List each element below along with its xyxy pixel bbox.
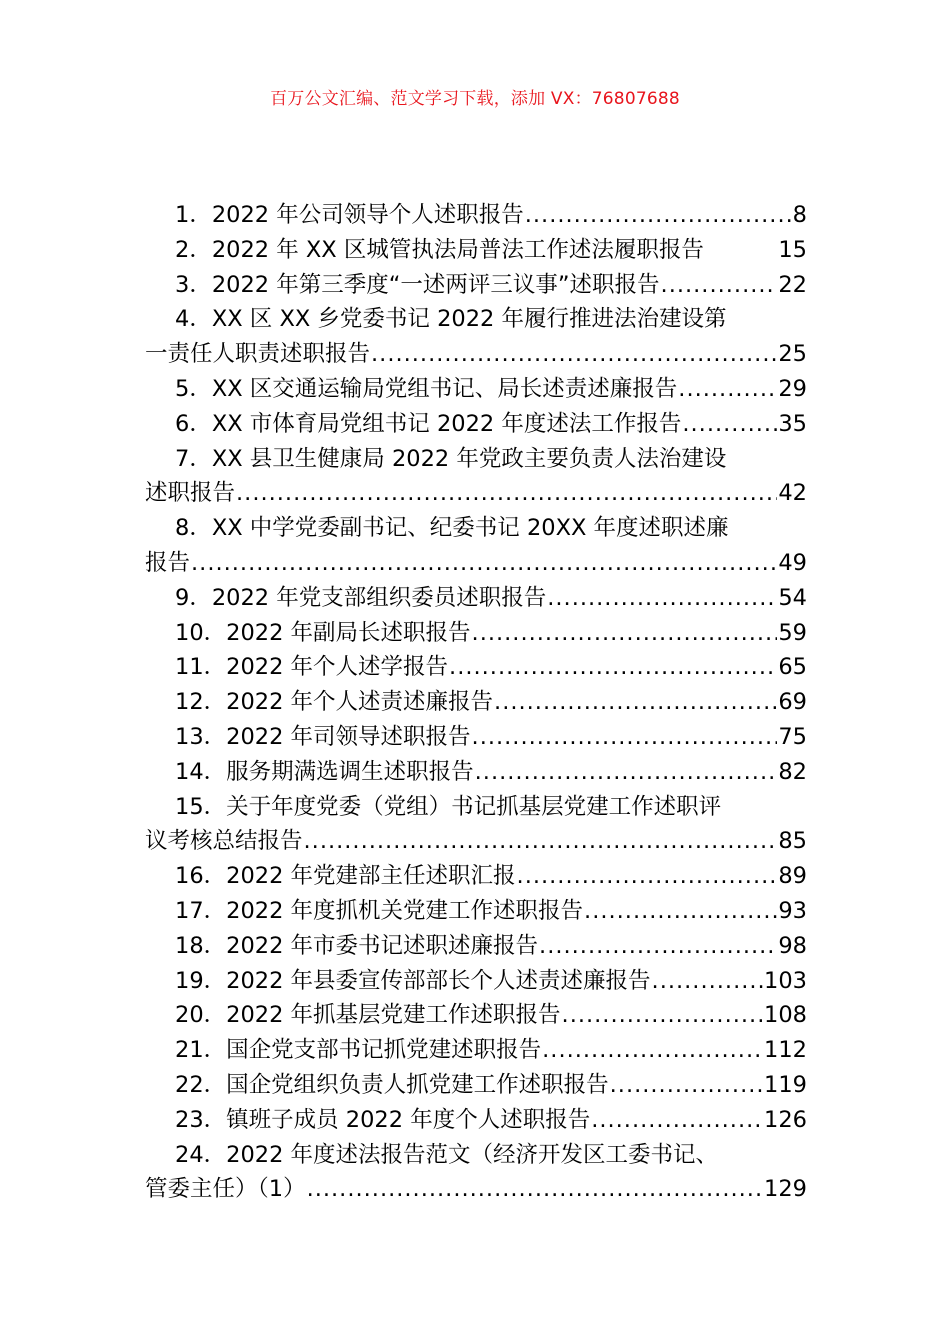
toc-entry-line bbox=[145, 720, 807, 755]
toc-entry-title: 8．XX 中学党委副书记、纪委书记 20XX 年度述职述廉 bbox=[175, 515, 729, 542]
toc-page-number: 82 bbox=[778, 758, 807, 785]
toc-page-number: 29 bbox=[778, 375, 807, 402]
toc-entry-line bbox=[145, 1138, 807, 1173]
toc-leader-dots bbox=[370, 337, 777, 372]
toc-page-number: 22 bbox=[778, 271, 807, 298]
toc-entry-title: 1．2022 年公司领导个人述职报告 bbox=[175, 202, 524, 228]
toc-leader-dots bbox=[546, 581, 777, 616]
toc-entry-title: 21．国企党支部书记抓党建述职报告 bbox=[175, 1037, 542, 1064]
toc-entry-title: 15．关于年度党委（党组）书记抓基层党建工作述职评 bbox=[175, 793, 722, 820]
toc-entry-line bbox=[145, 511, 807, 546]
toc-entry-title: 一责任人职责述职报告 bbox=[145, 341, 371, 368]
toc-entry-line bbox=[145, 824, 807, 859]
toc-entry-title: 12．2022 年个人述责述廉报告 bbox=[175, 689, 494, 716]
toc-page-number: 49 bbox=[778, 549, 807, 576]
toc-leader-dots bbox=[471, 616, 778, 651]
toc-page-number: 35 bbox=[778, 410, 807, 437]
toc-entry-line bbox=[145, 268, 807, 303]
toc-entry-line bbox=[145, 929, 807, 964]
toc-entry-line bbox=[145, 1103, 807, 1138]
toc-entry-line bbox=[145, 755, 807, 790]
toc-entry-title: 报告 bbox=[145, 549, 191, 576]
toc-leader-dots bbox=[235, 476, 777, 511]
toc-entry-title: 18．2022 年市委书记述职述廉报告 bbox=[175, 932, 539, 959]
toc-page-number: 126 bbox=[764, 1106, 807, 1133]
toc-entry-title: 11．2022 年个人述学报告 bbox=[175, 654, 449, 681]
toc-entry-line bbox=[145, 685, 807, 720]
toc-leader-dots bbox=[590, 1103, 763, 1138]
toc-entry-title: 20．2022 年抓基层党建工作述职报告 bbox=[175, 1002, 561, 1029]
toc-entry-line bbox=[145, 616, 807, 651]
toc-entry-title: 4．XX 区 XX 乡党委书记 2022 年履行推进法治建设第 bbox=[175, 306, 727, 333]
toc-entry-title: 10．2022 年副局长述职报告 bbox=[175, 619, 471, 646]
toc-entry-line bbox=[145, 407, 807, 442]
table-of-contents bbox=[145, 198, 807, 1207]
toc-entry-title: 24．2022 年度述法报告范文（经济开发区工委书记、 bbox=[175, 1141, 719, 1168]
toc-page-number: 59 bbox=[778, 619, 807, 646]
toc-entry-line bbox=[145, 546, 807, 581]
toc-entry-line bbox=[145, 650, 807, 685]
toc-page-number: 112 bbox=[764, 1037, 807, 1064]
toc-page-number: 15 bbox=[778, 236, 807, 263]
toc-page-number: 69 bbox=[778, 689, 807, 716]
toc-leader-dots bbox=[583, 894, 777, 929]
toc-entry-title: 9．2022 年党支部组织委员述职报告 bbox=[175, 584, 547, 611]
toc-entry-title: 17．2022 年度抓机关党建工作述职报告 bbox=[175, 897, 584, 924]
toc-entry-title: 14．服务期满选调生述职报告 bbox=[175, 758, 474, 785]
toc-leader-dots bbox=[516, 859, 778, 894]
toc-entry-line bbox=[145, 372, 807, 407]
toc-entry-title: 23．镇班子成员 2022 年度个人述职报告 bbox=[175, 1106, 591, 1133]
toc-leader-dots bbox=[677, 372, 777, 407]
toc-page-number: 93 bbox=[778, 897, 807, 924]
toc-entry-line bbox=[145, 302, 807, 337]
toc-entry-line bbox=[145, 1033, 807, 1068]
toc-entry-line bbox=[145, 233, 807, 268]
toc-leader-dots bbox=[474, 755, 778, 790]
toc-entry-title: 2．2022 年 XX 区城管执法局普法工作述法履职报告 bbox=[175, 236, 704, 263]
toc-leader-dots bbox=[651, 964, 764, 999]
download-banner: 百万公文汇编、范文学习下载，添加 VX：76807688 bbox=[270, 89, 680, 109]
toc-page-number: 25 bbox=[778, 341, 807, 368]
toc-leader-dots bbox=[609, 1068, 763, 1103]
toc-page-number: 129 bbox=[764, 1176, 807, 1203]
toc-leader-dots bbox=[303, 824, 778, 859]
toc-entry-line bbox=[145, 998, 807, 1033]
toc-entry-line bbox=[145, 859, 807, 894]
toc-page-number: 54 bbox=[778, 584, 807, 611]
toc-entry-line bbox=[145, 1172, 807, 1207]
toc-page-number: 89 bbox=[778, 863, 807, 890]
toc-entry-line bbox=[145, 894, 807, 929]
toc-page-number: 119 bbox=[764, 1071, 807, 1098]
toc-entry-line bbox=[145, 198, 807, 233]
toc-entry-line bbox=[145, 790, 807, 825]
toc-leader-dots bbox=[190, 546, 777, 581]
toc-leader-dots bbox=[660, 268, 778, 303]
toc-page-number: 108 bbox=[764, 1002, 807, 1029]
toc-entry-title: 6．XX 市体育局党组书记 2022 年度述法工作报告 bbox=[175, 410, 682, 437]
toc-entry-line bbox=[145, 476, 807, 511]
toc-entry-title: 7．XX 县卫生健康局 2022 年党政主要负责人法治建设 bbox=[175, 445, 727, 472]
toc-entry-title: 13．2022 年司领导述职报告 bbox=[175, 723, 471, 750]
toc-entry-line bbox=[145, 964, 807, 999]
toc-leader-dots bbox=[448, 650, 777, 685]
toc-entry-line bbox=[145, 581, 807, 616]
toc-entry-title: 16．2022 年党建部主任述职汇报 bbox=[175, 863, 516, 890]
toc-entry-title: 22．国企党组织负责人抓党建工作述职报告 bbox=[175, 1071, 609, 1098]
toc-entry-title: 管委主任）（1） bbox=[145, 1176, 306, 1203]
toc-entry-line bbox=[145, 337, 807, 372]
toc-leader-dots bbox=[681, 407, 777, 442]
toc-entry-line bbox=[145, 442, 807, 477]
toc-entry-title: 议考核总结报告 bbox=[145, 828, 303, 855]
toc-leader-dots bbox=[471, 720, 778, 755]
toc-leader-dots bbox=[493, 685, 777, 720]
toc-entry-line bbox=[145, 1068, 807, 1103]
toc-entry-title: 19．2022 年县委宣传部部长个人述责述廉报告 bbox=[175, 967, 651, 994]
toc-leader-dots bbox=[538, 929, 777, 964]
toc-page-number: 42 bbox=[778, 480, 807, 507]
toc-entry-title: 述职报告 bbox=[145, 480, 236, 507]
toc-leader-dots bbox=[524, 198, 792, 233]
toc-entry-title: 3．2022 年第三季度“一述两评三议事”述职报告 bbox=[175, 271, 660, 298]
toc-leader-dots bbox=[561, 998, 764, 1033]
toc-page-number: 75 bbox=[778, 723, 807, 750]
toc-leader-dots bbox=[306, 1172, 763, 1207]
toc-entry-title: 5．XX 区交通运输局党组书记、局长述责述廉报告 bbox=[175, 375, 678, 402]
toc-page-number: 8 bbox=[792, 202, 807, 228]
toc-page-number: 65 bbox=[778, 654, 807, 681]
toc-leader-dots bbox=[541, 1033, 763, 1068]
toc-page-number: 103 bbox=[764, 967, 807, 994]
toc-page-number: 85 bbox=[778, 828, 807, 855]
toc-page-number: 98 bbox=[778, 932, 807, 959]
